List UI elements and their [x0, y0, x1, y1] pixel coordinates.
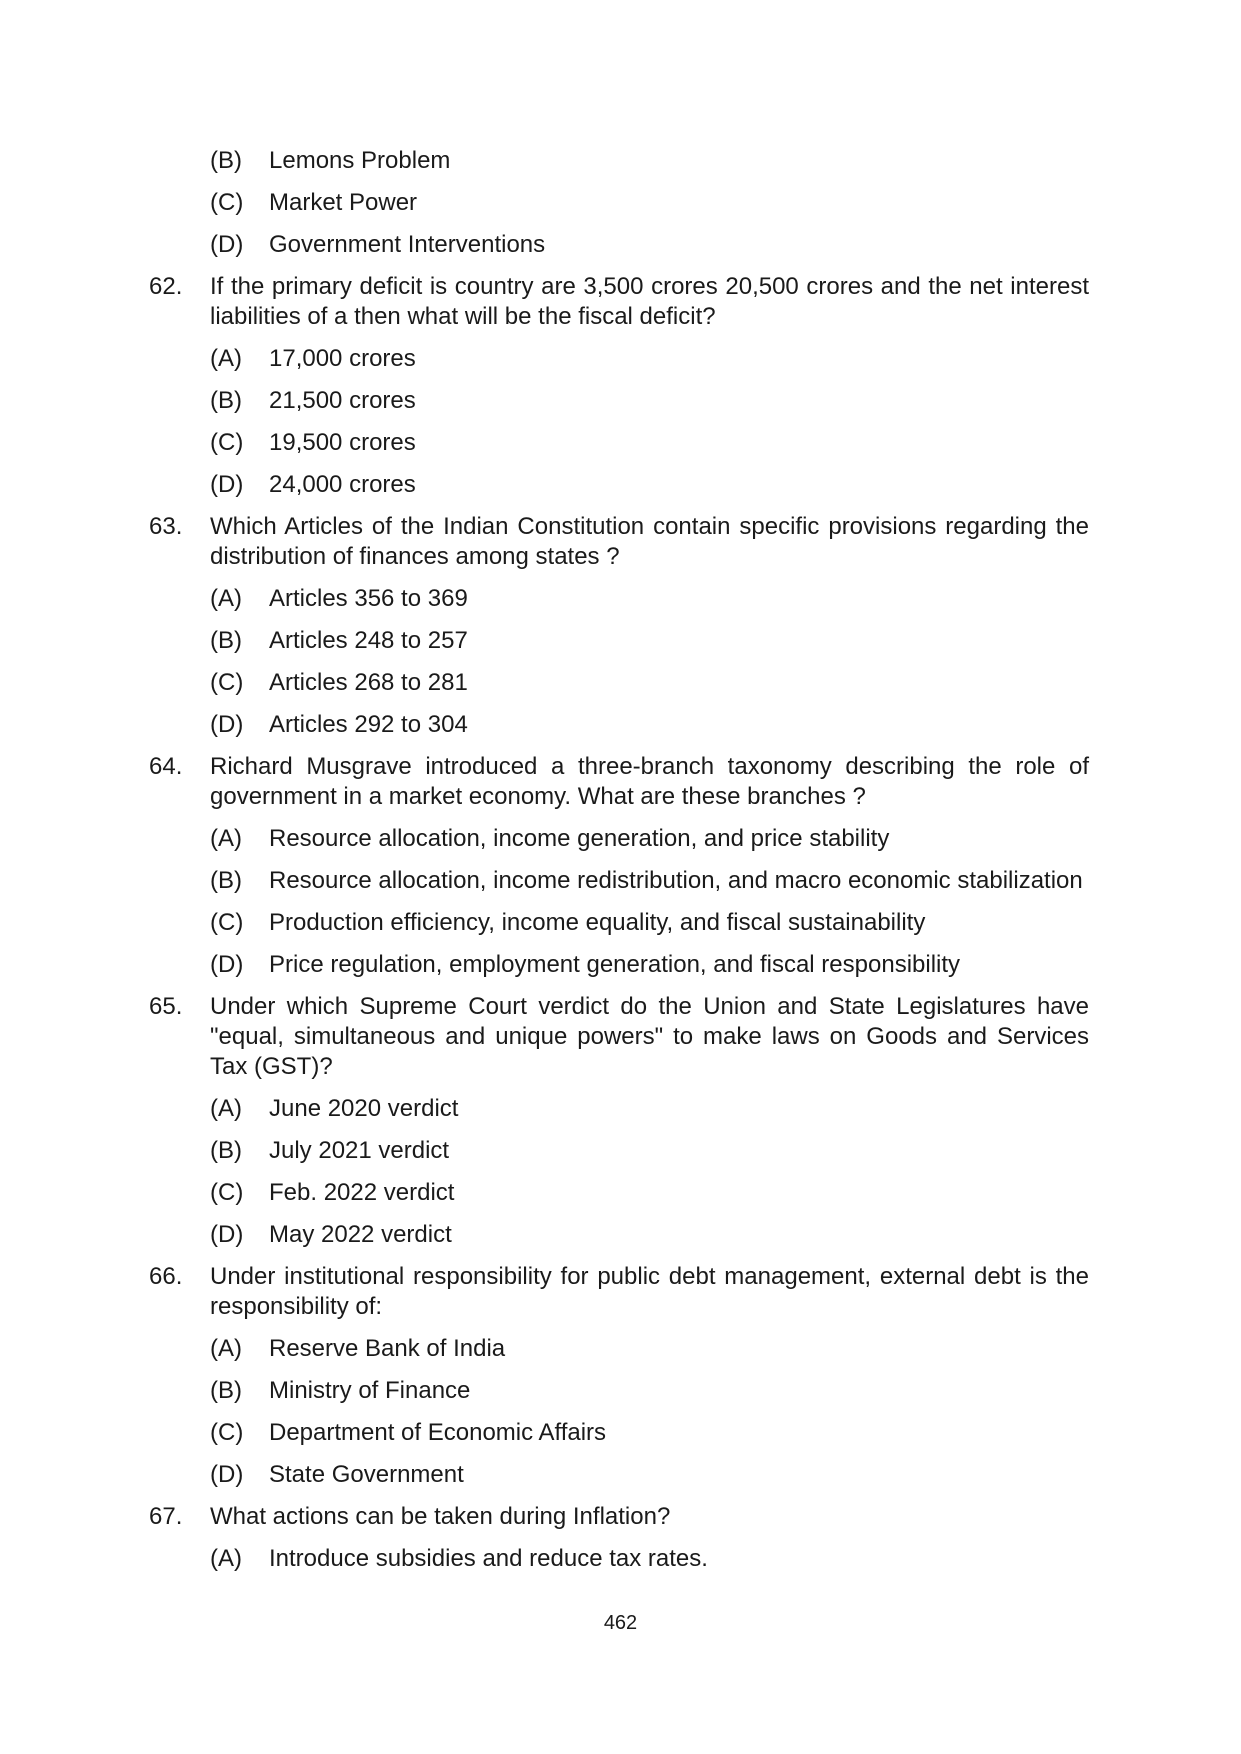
option-label: (D) [210, 1221, 244, 1248]
option-item [149, 470, 1089, 500]
option-label: (A) [210, 585, 242, 612]
question-67 [149, 1502, 1089, 1532]
question-62 [149, 272, 1089, 332]
option-item [149, 146, 1089, 176]
option-label: (C) [210, 909, 244, 936]
option-text: Price regulation, employment generation, and fiscal responsibility [269, 951, 961, 978]
option-text: Resource allocation, income generation, and price stability [269, 825, 890, 852]
option-label: (B) [210, 1377, 242, 1404]
option-label: (B) [210, 1137, 242, 1164]
option-text: Articles 292 to 304 [269, 711, 468, 738]
option-text: Resource allocation, income redistribution, and macro economic stabilization [269, 867, 1083, 894]
option-item [149, 1094, 1089, 1124]
option-label: (D) [210, 471, 244, 498]
option-item [149, 188, 1089, 218]
option-item [149, 584, 1089, 614]
option-label: (A) [210, 825, 242, 852]
option-text: 21,500 crores [269, 387, 416, 414]
option-text: Lemons Problem [269, 147, 451, 174]
option-label: (C) [210, 669, 244, 696]
option-label: (A) [210, 1335, 242, 1362]
option-text: Production efficiency, income equality, and fiscal sustainability [269, 909, 926, 936]
option-item [149, 1334, 1089, 1364]
question-65 [149, 992, 1089, 1082]
option-text: Articles 356 to 369 [269, 585, 468, 612]
option-item [149, 908, 1089, 938]
option-label: (D) [210, 711, 244, 738]
option-label: (D) [210, 1461, 244, 1488]
option-text: Feb. 2022 verdict [269, 1179, 455, 1206]
option-text: Articles 248 to 257 [269, 627, 468, 654]
option-label: (A) [210, 345, 242, 372]
option-text: June 2020 verdict [269, 1095, 459, 1122]
question-text: What actions can be taken during Inflation? [210, 1503, 671, 1530]
option-item [149, 626, 1089, 656]
option-text: 19,500 crores [269, 429, 416, 456]
option-label: (B) [210, 147, 242, 174]
question-number: 65. [149, 993, 183, 1020]
option-item [149, 386, 1089, 416]
option-item [149, 824, 1089, 854]
option-label: (B) [210, 627, 242, 654]
option-text: State Government [269, 1461, 464, 1488]
option-label: (D) [210, 951, 244, 978]
question-number: 62. [149, 273, 183, 300]
question-text: Richard Musgrave introduced a three-branch taxonomy describing the role of government in a market economy. What are these branches ? [210, 753, 1089, 810]
option-label: (D) [210, 231, 244, 258]
option-text: July 2021 verdict [269, 1137, 450, 1164]
option-text: Market Power [269, 189, 418, 216]
option-item [149, 1136, 1089, 1166]
option-label: (C) [210, 1419, 244, 1446]
option-label: (B) [210, 387, 242, 414]
option-text: May 2022 verdict [269, 1221, 452, 1248]
option-text: Department of Economic Affairs [269, 1419, 607, 1446]
option-item [149, 1418, 1089, 1448]
option-text: Articles 268 to 281 [269, 669, 468, 696]
question-63 [149, 512, 1089, 572]
option-item [149, 1460, 1089, 1490]
option-text: 24,000 crores [269, 471, 416, 498]
question-64 [149, 752, 1089, 812]
question-text: Under institutional responsibility for public debt management, external debt is the responsibility of: [210, 1263, 1089, 1320]
option-label: (C) [210, 189, 244, 216]
option-text: Introduce subsidies and reduce tax rates. [269, 1545, 708, 1572]
question-list [149, 146, 1089, 1586]
option-item [149, 710, 1089, 740]
option-item [149, 230, 1089, 260]
option-text: Government Interventions [269, 231, 546, 258]
option-item [149, 428, 1089, 458]
option-label: (A) [210, 1545, 242, 1572]
option-item [149, 1544, 1089, 1574]
option-label: (A) [210, 1095, 242, 1122]
option-text: Ministry of Finance [269, 1377, 471, 1404]
option-item [149, 950, 1089, 980]
question-text: Which Articles of the Indian Constitution contain specific provisions regarding the distribution of finances among states ? [210, 513, 1089, 570]
question-number: 67. [149, 1503, 183, 1530]
question-text: If the primary deficit is country are 3,500 crores 20,500 crores and the net interest liabilities of a then what will be the fiscal deficit? [210, 273, 1089, 330]
option-text: Reserve Bank of India [269, 1335, 506, 1362]
question-number: 66. [149, 1263, 183, 1290]
option-item [149, 1178, 1089, 1208]
page-number: 462 [603, 1612, 638, 1634]
option-item [149, 1376, 1089, 1406]
option-label: (B) [210, 867, 242, 894]
question-number: 64. [149, 753, 183, 780]
option-label: (C) [210, 1179, 244, 1206]
option-item [149, 866, 1089, 896]
question-number: 63. [149, 513, 183, 540]
option-text: 17,000 crores [269, 345, 416, 372]
option-label: (C) [210, 429, 244, 456]
option-item [149, 344, 1089, 374]
option-item [149, 1220, 1089, 1250]
question-text: Under which Supreme Court verdict do the Union and State Legislatures have "equal, simultaneous and unique powers" to make laws on Goods and Services Tax (GST)? [210, 993, 1089, 1080]
option-item [149, 668, 1089, 698]
question-66 [149, 1262, 1089, 1322]
